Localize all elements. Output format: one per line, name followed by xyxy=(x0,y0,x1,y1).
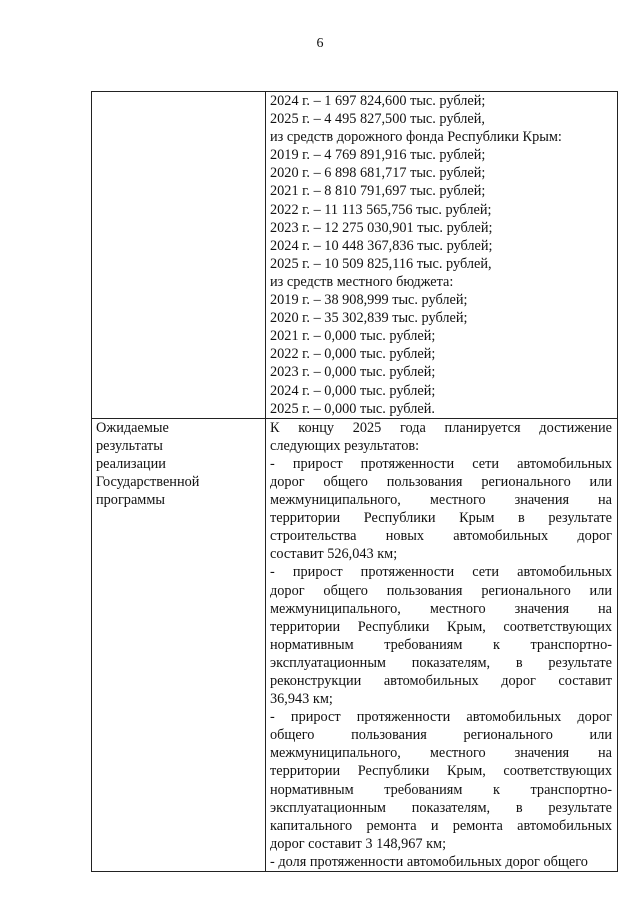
results-label-line: программы xyxy=(96,492,166,509)
results-line: - прирост протяженности сети автомобильных xyxy=(270,455,612,472)
funding-line: 2019 г. – 4 769 891,916 тыс. рублей; xyxy=(270,147,486,164)
results-label-cell xyxy=(92,418,266,871)
funding-line: 2024 г. – 0,000 тыс. рублей; xyxy=(270,382,436,399)
results-line: - доля протяженности автомобильных дорог общего xyxy=(270,853,588,870)
funding-label-cell xyxy=(92,92,266,419)
program-passport-table xyxy=(91,91,618,872)
results-label-line: Государственной xyxy=(96,473,200,490)
results-line: составит 526,043 км; xyxy=(270,546,398,563)
funding-line: 2022 г. – 11 113 565,756 тыс. рублей; xyxy=(270,201,492,218)
funding-line: 2020 г. – 6 898 681,717 тыс. рублей; xyxy=(270,165,486,182)
funding-line: 2021 г. – 8 810 791,697 тыс. рублей; xyxy=(270,183,486,200)
funding-line: 2024 г. – 1 697 824,600 тыс. рублей; xyxy=(270,93,486,109)
funding-row xyxy=(92,92,618,419)
funding-line: 2021 г. – 0,000 тыс. рублей; xyxy=(270,328,436,345)
results-line: эксплуатационным показателям, в результате xyxy=(270,654,612,671)
funding-line: 2025 г. – 10 509 825,116 тыс. рублей, xyxy=(270,255,492,272)
results-line: нормативным требованиям к транспортно- xyxy=(270,636,612,653)
results-line: межмуниципального, местного значения на xyxy=(270,492,612,509)
results-line: дорог общего пользования регионального или xyxy=(270,473,612,490)
results-line: 36,943 км; xyxy=(270,691,333,708)
results-line: дорог общего пользования регионального или xyxy=(270,582,612,599)
funding-line: из средств местного бюджета: xyxy=(270,273,454,290)
page-number: 6 xyxy=(316,36,324,51)
results-line: строительства новых автомобильных дорог xyxy=(270,528,612,545)
results-label-line: результаты xyxy=(96,437,163,454)
funding-line: 2023 г. – 12 275 030,901 тыс. рублей; xyxy=(270,219,493,236)
results-line: общего пользования регионального или xyxy=(270,727,612,744)
results-line: территории Республики Крым, соответствующих xyxy=(270,618,612,635)
results-line: реконструкции автомобильных дорог составит xyxy=(270,673,612,689)
funding-line: 2025 г. – 0,000 тыс. рублей. xyxy=(270,400,435,417)
results-line: следующих результатов: xyxy=(270,437,420,454)
funding-line: 2023 г. – 0,000 тыс. рублей; xyxy=(270,364,436,381)
funding-line: 2024 г. – 10 448 367,836 тыс. рублей; xyxy=(270,237,493,254)
results-line: межмуниципального, местного значения на xyxy=(270,745,612,762)
results-row xyxy=(92,418,618,871)
funding-line: 2025 г. – 4 495 827,500 тыс. рублей, xyxy=(270,111,485,128)
results-line: нормативным требованиям к транспортно- xyxy=(270,781,612,798)
funding-text-cell xyxy=(266,92,618,419)
results-line: капитального ремонта и ремонта автомобильных xyxy=(270,817,612,834)
funding-line: 2019 г. – 38 908,999 тыс. рублей; xyxy=(270,292,468,309)
results-line: межмуниципального, местного значения на xyxy=(270,600,612,617)
results-line: К концу 2025 года планируется достижение xyxy=(270,419,612,436)
results-line: территории Республики Крым, соответствующих xyxy=(270,763,612,780)
funding-line: из средств дорожного фонда Республики Крым: xyxy=(270,129,562,146)
results-line: - прирост протяженности сети автомобильных xyxy=(270,564,612,581)
funding-line: 2020 г. – 35 302,839 тыс. рублей; xyxy=(270,310,468,327)
funding-line: 2022 г. – 0,000 тыс. рублей; xyxy=(270,346,436,363)
results-text-cell xyxy=(266,418,618,871)
results-line: эксплуатационным показателям, в результате xyxy=(270,799,612,816)
results-line: - прирост протяженности автомобильных дорог xyxy=(270,709,612,726)
results-line: дорог составит 3 148,967 км; xyxy=(270,835,447,852)
results-line: территории Республики Крым в результате xyxy=(270,510,612,527)
results-label-line: Ожидаемые xyxy=(96,419,169,436)
results-label-line: реализации xyxy=(96,455,166,472)
